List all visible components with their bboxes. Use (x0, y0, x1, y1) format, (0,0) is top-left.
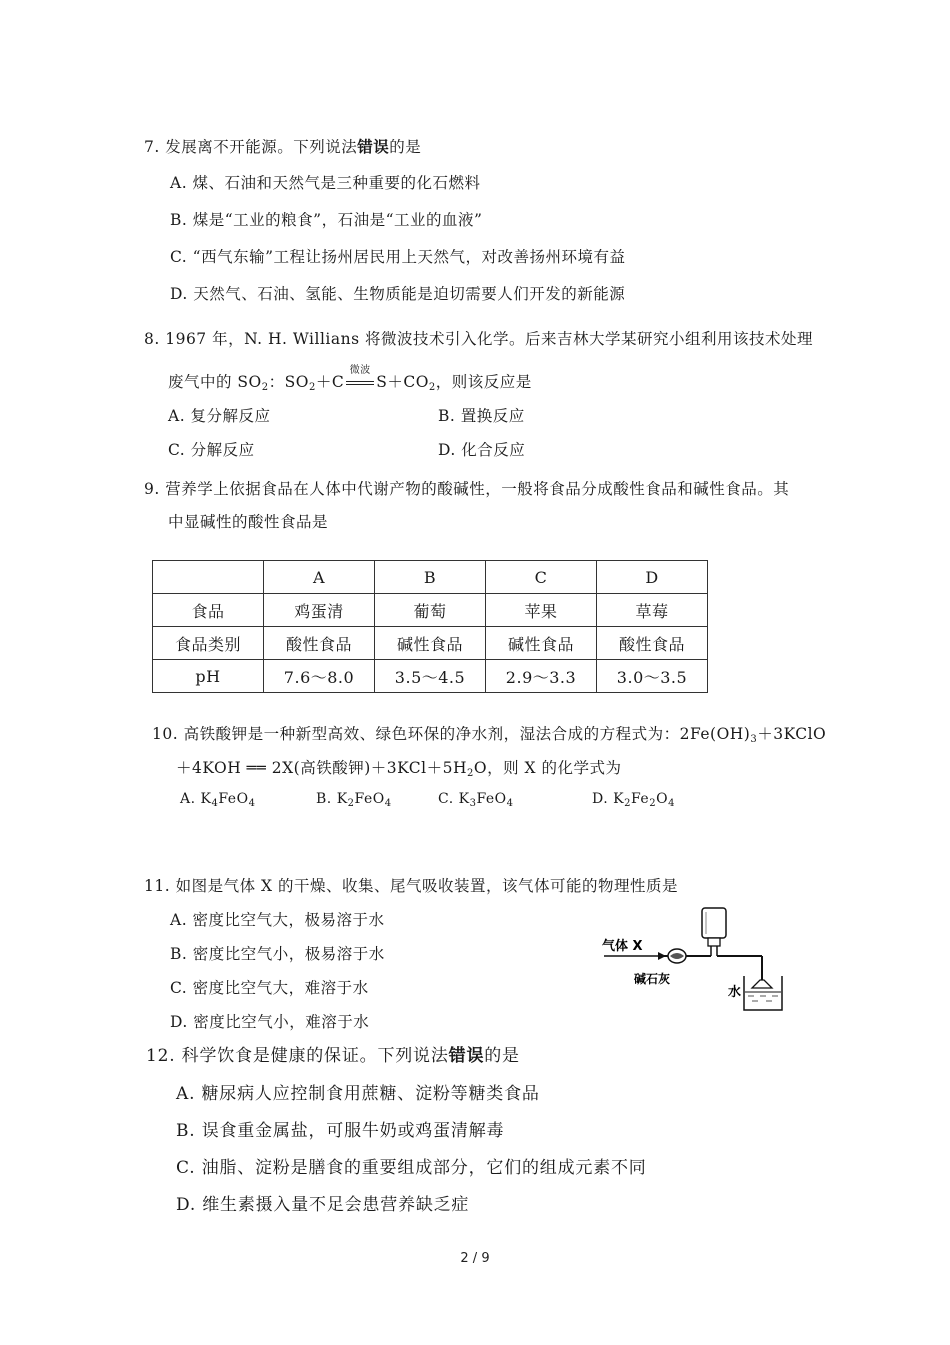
q8-option-c: C. 分解反应 (168, 441, 255, 459)
drying-tube-icon (664, 949, 702, 963)
table-cell (153, 561, 264, 594)
collection-bottle-icon (702, 908, 726, 956)
q8-option-a: A. 复分解反应 (168, 407, 271, 425)
q10-stem-line1: 10. 高铁酸钾是一种新型高效、绿色环保的净水剂，湿法合成的方程式为：$2Fe(OH)_3+3KClO$ (152, 725, 827, 745)
table-cell: A (264, 561, 375, 594)
table-cell: 酸性食品 (264, 627, 375, 660)
table-cell: D (597, 561, 708, 594)
q8-stem-line1: 8. 1967 年，N. H. Willians 将微波技术引入化学。后来吉林大学某研究小组利用该技术处理 (144, 330, 813, 348)
table-cell: C (486, 561, 597, 594)
table-cell: B (375, 561, 486, 594)
q12-option-d: D. 维生素摄入量不足会患营养缺乏症 (176, 1195, 470, 1215)
q11-option-b: B. 密度比空气小，极易溶于水 (170, 945, 385, 963)
q11-option-c: C. 密度比空气大，难溶于水 (170, 979, 369, 997)
q11-stem: 11. 如图是气体 X 的干燥、收集、尾气吸收装置，该气体可能的物理性质是 (144, 877, 678, 895)
q11-option-a: A. 密度比空气大，极易溶于水 (170, 911, 385, 929)
page-number: 2 / 9 (460, 1251, 490, 1266)
food-ph-table (152, 560, 708, 693)
table-cell: 碱性食品 (486, 627, 597, 660)
table-cell: pH (153, 660, 264, 693)
q9-stem-line1: 9. 营养学上依据食品在人体中代谢产物的酸碱性，一般将食品分成酸性食品和碱性食品。其 (144, 480, 790, 498)
q8-option-b: B. 置换反应 (438, 407, 525, 425)
table-cell: 碱性食品 (375, 627, 486, 660)
q12-stem: 12. 科学饮食是健康的保证。下列说法错误的是 (146, 1046, 520, 1066)
q8-option-d: D. 化合反应 (438, 441, 526, 459)
q12-option-c: C. 油脂、淀粉是膳食的重要组成部分，它们的组成元素不同 (176, 1158, 647, 1178)
table-cell: 鸡蛋清 (264, 594, 375, 627)
table-cell: 7.6～8.0 (264, 660, 375, 693)
water-label: 水 (728, 985, 742, 1000)
q10-stem-line2: ＋4KOH ══ 2X(高铁酸钾)$+3KCl+5H_2O$，则 X 的化学式为 (176, 759, 622, 779)
table-cell: 苹果 (486, 594, 597, 627)
table-cell: 3.5～4.5 (375, 660, 486, 693)
table-row (153, 627, 708, 660)
q10-option-c: C. $K_3FeO_4$ (438, 791, 514, 809)
q7-option-b: B. 煤是“工业的粮食”，石油是“工业的血液” (170, 211, 483, 229)
table-cell: 食品 (153, 594, 264, 627)
q10-option-a: A. $K_4FeO_4$ (180, 791, 256, 809)
gas-x-label: 气体 X (602, 939, 643, 954)
gas-apparatus-diagram (600, 904, 790, 1016)
q9-stem-line2: 中显碱性的酸性食品是 (168, 513, 329, 531)
table-cell: 葡萄 (375, 594, 486, 627)
reaction-condition: 微波 (345, 373, 375, 391)
q12-option-a: A. 糖尿病人应控制食用蔗糖、淀粉等糖类食品 (176, 1084, 540, 1104)
q10-option-d: D. $K_2Fe_2O_4$ (592, 791, 675, 809)
q11-option-d: D. 密度比空气小，难溶于水 (170, 1013, 370, 1031)
table-cell: 草莓 (597, 594, 708, 627)
q7-option-d: D. 天然气、石油、氢能、生物质能是迫切需要人们开发的新能源 (170, 285, 626, 303)
q10-option-b: B. $K_2FeO_4$ (316, 791, 392, 809)
table-cell: 2.9～3.3 (486, 660, 597, 693)
table-cell: 3.0～3.5 (597, 660, 708, 693)
soda-lime-label: 碱石灰 (634, 972, 671, 986)
q7-option-c: C. “西气东输”工程让扬州居民用上天然气，对改善扬州环境有益 (170, 248, 626, 266)
table-row (153, 660, 708, 693)
q7-stem: 7. 发展离不开能源。下列说法错误的是 (144, 137, 422, 156)
q12-option-b: B. 误食重金属盐，可服牛奶或鸡蛋清解毒 (176, 1121, 505, 1141)
inverted-funnel-icon (752, 980, 772, 988)
table-cell: 酸性食品 (597, 627, 708, 660)
q7-option-a: A. 煤、石油和天然气是三种重要的化石燃料 (170, 174, 481, 192)
table-cell: 食品类别 (153, 627, 264, 660)
table-header-row (153, 561, 708, 594)
q8-stem-line2: 废气中的 $SO_2$：$SO_2+C$ 微波 $S+CO_2$，则该反应是 (168, 365, 532, 393)
table-row (153, 594, 708, 627)
